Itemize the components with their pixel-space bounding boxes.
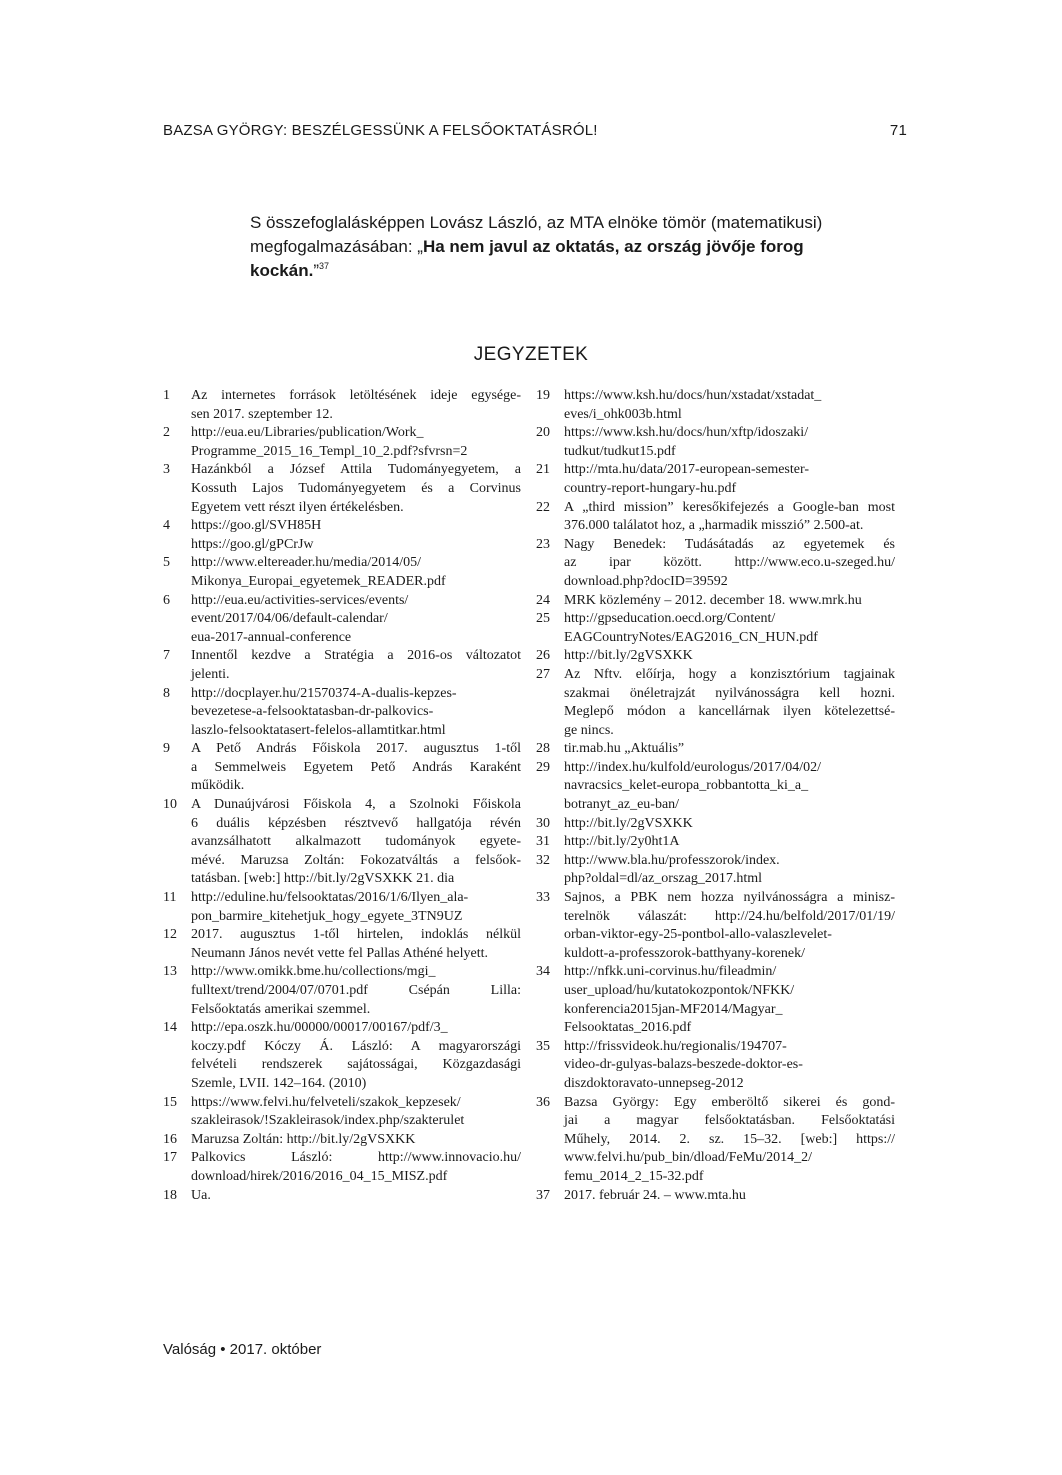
note-line: http://mta.hu/data/2017-european-semester-: [564, 462, 810, 478]
note-text: [191, 517, 521, 554]
note-text: [191, 926, 521, 963]
running-title: BAZSA GYÖRGY: BESZÉLGESSÜNK A FELSŐOKTATÁSRÓL!: [163, 122, 598, 139]
note-text: [564, 889, 895, 963]
note-text: [564, 815, 895, 834]
note-line: http://index.hu/kulfold/eurologus/2017/04/02/: [564, 759, 822, 775]
note-line: tudkut/tudkut15.pdf: [564, 443, 676, 459]
note-line: http://www.eltereader.hu/media/2014/05/: [191, 555, 422, 571]
note-item: [163, 1131, 521, 1150]
note-line: fulltext/trend/2004/07/0701.pdf Csépán Lilla:: [191, 983, 521, 998]
note-line: http://bit.ly/2gVSXKK: [564, 815, 693, 831]
note-item: [163, 461, 521, 517]
note-line: Maruzsa Zoltán: http://bit.ly/2gVSXKK: [191, 1131, 416, 1147]
note-line: avanzsálhatott alkalmazott tudományok egyete-: [191, 834, 521, 850]
note-line: A Dunaújvárosi Főiskola 4, a Szolnoki Főiskola: [191, 797, 521, 813]
note-item: [536, 1094, 895, 1187]
note-number: 31: [536, 834, 550, 850]
note-text: [191, 554, 521, 591]
note-line: Innentől kezdve a Stratégia a 2016-os változatot: [191, 648, 521, 664]
note-item: [163, 685, 521, 741]
note-text: [191, 1187, 521, 1206]
note-item: [536, 499, 895, 536]
note-number: 27: [536, 666, 550, 682]
note-item: [536, 815, 895, 834]
note-number: 4: [163, 518, 170, 534]
note-item: [163, 926, 521, 963]
note-line: http://nfkk.uni-corvinus.hu/fileadmin/: [564, 964, 777, 980]
note-text: [191, 740, 521, 796]
note-number: 13: [163, 964, 177, 980]
note-item: [536, 461, 895, 498]
note-text: [191, 685, 521, 741]
note-line: http://docplayer.hu/21570374-A-dualis-kepzes-: [191, 685, 457, 701]
note-item: [163, 1094, 521, 1131]
note-text: [564, 759, 895, 815]
note-line: Neumann János nevét vette fel Pallas Athéné helyett.: [191, 945, 489, 961]
note-number: 3: [163, 462, 170, 478]
note-line: 376.000 találatot hoz, a „harmadik misszió” 2.500-at.: [564, 518, 864, 534]
note-text: [191, 387, 521, 424]
note-item: [536, 647, 895, 666]
note-text: [564, 666, 895, 740]
note-text: [564, 963, 895, 1037]
note-item: [536, 759, 895, 815]
note-line: download/hirek/2016/2016_04_15_MISZ.pdf: [191, 1168, 448, 1184]
note-line: Felsooktatas_2016.pdf: [564, 1020, 692, 1036]
note-text: [564, 499, 895, 536]
note-item: [163, 592, 521, 648]
note-line: femu_2014_2_15-32.pdf: [564, 1168, 704, 1184]
note-number: 14: [163, 1020, 177, 1036]
note-text: [191, 592, 521, 648]
note-line: ge nincs.: [564, 722, 614, 738]
note-line: Nagy Benedek: Tudásátadás az egyetemek és: [564, 536, 895, 552]
note-item: [163, 647, 521, 684]
note-number: 2: [163, 425, 170, 441]
note-item: [163, 963, 521, 1019]
note-item: [536, 592, 895, 611]
note-line: user_upload/hu/kutatokozpontok/NFKK/: [564, 983, 795, 998]
note-line: http://frissvideok.hu/regionalis/194707-: [564, 1038, 787, 1054]
note-line: http://epa.oszk.hu/00000/00017/00167/pdf/3_: [191, 1020, 448, 1036]
note-line: http://eua.eu/activities-services/events/: [191, 592, 409, 608]
note-line: Az Nftv. előírja, hogy a konzisztórium tagjainak: [564, 666, 895, 682]
summary-closing-quote: ”: [313, 261, 319, 280]
note-text: [191, 1149, 521, 1186]
note-line: Kossuth Lajos Tudományegyetem és a Corvinus: [191, 480, 521, 496]
note-line: Sajnos, a PBK nem hozza nyilvánosságra a minisz-: [564, 890, 895, 906]
note-text: [564, 647, 895, 666]
note-text: [191, 1131, 521, 1150]
note-line: Palkovics László: http://www.innovacio.hu/: [191, 1150, 521, 1166]
note-line: 6 duális képzésben résztvevő hallgatója révén: [191, 815, 521, 831]
note-line: Mikonya_Europai_egyetemek_READER.pdf: [191, 573, 446, 589]
note-text: [191, 461, 521, 517]
note-line: eves/i_ohk003b.html: [564, 406, 682, 422]
note-text: [191, 1094, 521, 1131]
note-number: 12: [163, 927, 177, 943]
note-number: 29: [536, 759, 550, 775]
note-line: szakmai önéletrajzát nyilvánosságra kell hozni.: [564, 685, 895, 701]
note-item: [536, 536, 895, 592]
note-item: [163, 1019, 521, 1093]
note-line: Egyetem vett részt ilyen értékelésben.: [191, 499, 404, 515]
note-line: kuldott-a-professzorok-batthyany-korenek/: [564, 945, 806, 961]
running-header: [163, 122, 907, 142]
note-text: [564, 610, 895, 647]
note-text: [564, 592, 895, 611]
note-number: 15: [163, 1094, 177, 1110]
note-line: video-dr-gulyas-balazs-beszede-doktor-es-: [564, 1057, 803, 1073]
note-text: [564, 1094, 895, 1187]
note-number: 1: [163, 388, 170, 403]
note-item: [163, 1149, 521, 1186]
note-line: http://bit.ly/2y0ht1A: [564, 834, 680, 850]
note-number: 26: [536, 648, 550, 664]
notes-column-right: [536, 387, 895, 1205]
footnote-ref: 37: [318, 261, 329, 271]
note-number: 35: [536, 1038, 550, 1054]
note-number: 21: [536, 462, 550, 478]
note-line: Programme_2015_16_Templ_10_2.pdf?sfvrsn=2: [191, 443, 468, 459]
note-number: 20: [536, 425, 550, 441]
note-item: [163, 889, 521, 926]
note-item: [163, 424, 521, 461]
note-item: [163, 554, 521, 591]
note-line: download.php?docID=39592: [564, 573, 728, 589]
note-text: [564, 1038, 895, 1094]
note-text: [564, 461, 895, 498]
note-text: [564, 424, 895, 461]
note-item: [536, 1038, 895, 1094]
note-number: 22: [536, 499, 550, 515]
note-text: [191, 963, 521, 1019]
note-number: 24: [536, 592, 550, 608]
note-number: 32: [536, 852, 550, 868]
note-line: https://www.ksh.hu/docs/hun/xftp/idoszaki/: [564, 425, 809, 441]
note-number: 23: [536, 536, 550, 552]
note-item: [536, 833, 895, 852]
note-line: A „third mission” keresőkifejezés a Google-ban most: [564, 499, 895, 515]
note-number: 11: [163, 890, 177, 906]
summary-paragraph: [250, 211, 866, 283]
note-line: navracsics_kelet-europa_robbantotta_ki_a_: [564, 778, 809, 794]
note-text: [564, 536, 895, 592]
note-line: működik.: [191, 778, 245, 794]
note-line: MRK közlemény – 2012. december 18. www.mrk.hu: [564, 592, 862, 608]
note-line: http://eduline.hu/felsooktatas/2016/1/6/Ilyen_ala-: [191, 890, 469, 906]
note-item: [536, 852, 895, 889]
note-line: 2017. augusztus 1-től hirtelen, indoklás nélkül: [191, 927, 521, 943]
note-item: [163, 517, 521, 554]
note-item: [536, 424, 895, 461]
note-line: terelnök válaszát: http://24.hu/belfold/2017/01/19/: [564, 908, 895, 924]
note-line: php?oldal=dl/az_orszag_2017.html: [564, 871, 763, 887]
note-line: koczy.pdf Kóczy Á. László: A magyarországi: [191, 1038, 521, 1054]
note-number: 36: [536, 1094, 550, 1110]
note-number: 37: [536, 1187, 550, 1203]
note-line: sen 2017. szeptember 12.: [191, 406, 333, 422]
note-line: Hazánkból a József Attila Tudományegyetem, a: [191, 462, 521, 478]
note-item: [163, 387, 521, 424]
notes-column-left: [163, 387, 521, 1205]
note-line: konferencia2015jan-MF2014/Magyar_: [564, 1001, 783, 1017]
note-number: 17: [163, 1150, 177, 1166]
note-item: [536, 387, 895, 424]
note-line: mévé. Maruzsa Zoltán: Fokozatváltás a felsőok-: [191, 852, 521, 868]
note-line: A Pető András Főiskola 2017. augusztus 1-től: [191, 741, 521, 757]
note-line: laszlo-felsooktatasert-felelos-allamtitkar.html: [191, 722, 446, 738]
note-number: 8: [163, 685, 170, 701]
page-number: 71: [889, 122, 907, 139]
note-text: [564, 1187, 895, 1206]
note-item: [163, 1187, 521, 1206]
note-line: orban-viktor-egy-25-pontbol-allo-valaszlevelet-: [564, 927, 832, 943]
note-line: 2017. február 24. – www.mta.hu: [564, 1187, 746, 1203]
note-line: https://www.felvi.hu/felveteli/szakok_kepzesek/: [191, 1094, 461, 1110]
summary-emphasis: Ha nem javul az oktatás, az ország jövője forog kockán.: [250, 237, 804, 280]
note-line: EAGCountryNotes/EAG2016_CN_HUN.pdf: [564, 629, 818, 645]
note-number: 33: [536, 890, 550, 906]
note-line: http://gpseducation.oecd.org/Content/: [564, 611, 776, 627]
summary-intro: S összefoglalásképpen Lovász László, az MTA elnöke tömör (matematikusi) megfogalmazásában: „: [250, 213, 823, 256]
note-text: [191, 647, 521, 684]
note-line: diszdoktoravato-unnepseg-2012: [564, 1075, 744, 1091]
note-line: tatásban. [web:] http://bit.ly/2gVSXKK 21. dia: [191, 871, 455, 887]
note-text: [191, 796, 521, 889]
note-text: [564, 387, 895, 424]
note-number: 30: [536, 815, 550, 831]
note-text: [564, 833, 895, 852]
note-line: az ipar között. http://www.eco.u-szeged.hu/: [564, 555, 895, 571]
note-line: https://www.ksh.hu/docs/hun/xstadat/xstadat_: [564, 388, 822, 403]
note-number: 5: [163, 555, 170, 571]
note-number: 25: [536, 611, 550, 627]
note-line: Az internetes források letöltésének ideje egysége-: [191, 388, 521, 403]
note-line: Meglepő módon a kancellárnak ilyen kötelezettsé-: [564, 704, 895, 720]
note-line: bevezetese-a-felsooktatasban-dr-palkovics-: [191, 704, 434, 720]
note-line: tir.mab.hu „Aktuális”: [564, 741, 685, 757]
note-number: 19: [536, 388, 550, 403]
note-number: 18: [163, 1187, 177, 1203]
note-text: [564, 740, 895, 759]
note-line: Bazsa György: Egy emberöltő sikerei és gond-: [564, 1094, 895, 1110]
notes-heading: JEGYZETEK: [473, 344, 589, 365]
note-item: [536, 666, 895, 740]
note-item: [536, 740, 895, 759]
note-line: Felsőoktatás amerikai szemmel.: [191, 1001, 371, 1017]
note-number: 6: [163, 592, 170, 608]
note-line: botranyt_az_eu-ban/: [564, 797, 680, 813]
note-line: http://www.bla.hu/professzorok/index.: [564, 852, 780, 868]
note-line: Műhely, 2014. 2. sz. 15–32. [web:] https://: [564, 1131, 895, 1147]
note-line: jai a magyar felsőoktatásban. Felsőoktatási: [564, 1113, 895, 1129]
note-item: [536, 1187, 895, 1206]
note-number: 34: [536, 964, 550, 980]
note-item: [163, 740, 521, 796]
note-line: http://bit.ly/2gVSXKK: [564, 648, 693, 664]
note-number: 28: [536, 741, 550, 757]
note-item: [536, 889, 895, 963]
note-line: https://goo.gl/gPCrJw: [191, 536, 314, 552]
note-text: [191, 889, 521, 926]
note-item: [536, 963, 895, 1037]
note-item: [536, 610, 895, 647]
note-number: 10: [163, 797, 177, 813]
note-line: http://www.omikk.bme.hu/collections/mgi_: [191, 964, 436, 980]
page-footer: Valóság • 2017. október: [163, 1341, 322, 1358]
note-line: https://goo.gl/SVH85H: [191, 518, 322, 534]
note-line: pon_barmire_kitehetjuk_hogy_egyete_3TN9UZ: [191, 908, 463, 924]
note-line: http://eua.eu/Libraries/publication/Work_: [191, 425, 424, 441]
note-line: Ua.: [191, 1187, 211, 1203]
note-line: www.felvi.hu/pub_bin/dload/FeMu/2014_2/: [564, 1150, 812, 1166]
note-line: event/2017/04/06/default-calendar/: [191, 611, 388, 627]
note-item: [163, 796, 521, 889]
note-text: [564, 852, 895, 889]
note-number: 16: [163, 1131, 177, 1147]
note-line: szakleirasok/!Szakleirasok/index.php/szakterulet: [191, 1113, 465, 1129]
note-line: Szemle, LVII. 142–164. (2010): [191, 1075, 367, 1091]
note-text: [191, 1019, 521, 1093]
note-number: 7: [163, 648, 170, 664]
note-line: felvételi rendszerek sajátosságai, Közgazdasági: [191, 1057, 521, 1073]
note-text: [191, 424, 521, 461]
note-line: eua-2017-annual-conference: [191, 629, 352, 645]
note-number: 9: [163, 741, 170, 757]
note-line: a Semmelweis Egyetem Pető András Karaként: [191, 759, 521, 775]
note-line: country-report-hungary-hu.pdf: [564, 480, 737, 496]
note-line: jelenti.: [191, 666, 230, 682]
